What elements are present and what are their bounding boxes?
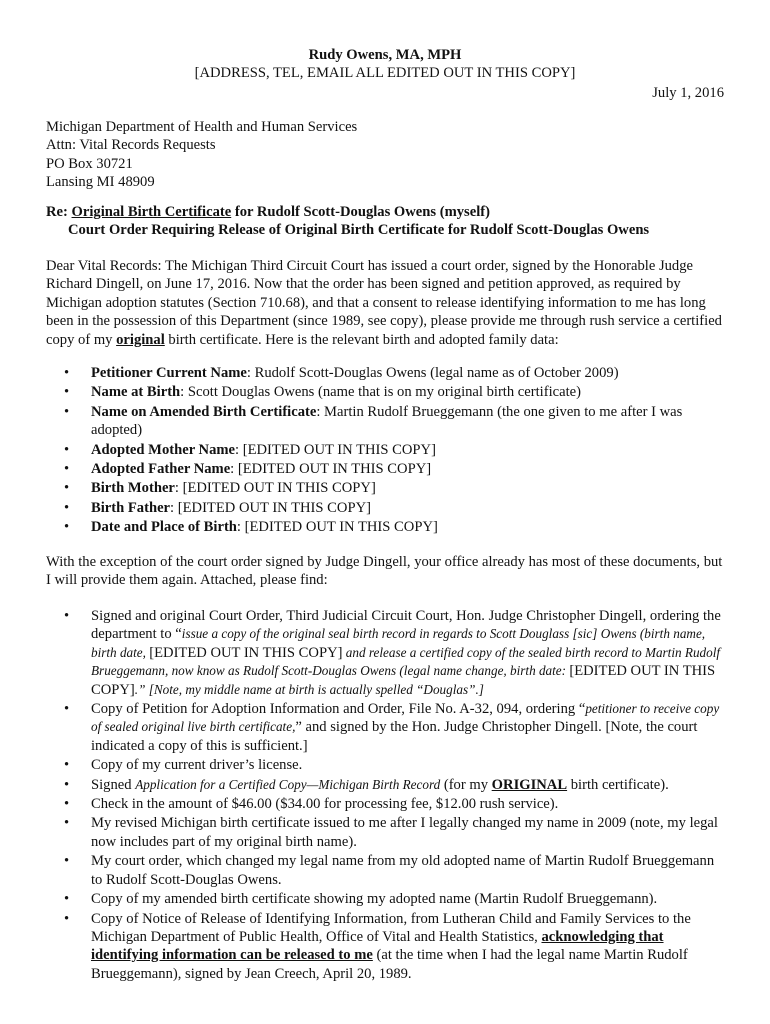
- item-label: Birth Mother: [91, 480, 175, 497]
- subject-prefix: Re:: [46, 204, 72, 220]
- list-item: [46, 460, 728, 478]
- redacted-text: [EDITED OUT IN THIS COPY]: [149, 644, 343, 661]
- item-label: Adopted Father Name: [91, 461, 231, 478]
- sender-name: Rudy Owens, MA, MPH: [308, 47, 462, 63]
- item-value: : [EDITED OUT IN THIS COPY]: [170, 499, 371, 516]
- item-text: Signed and original Court Order, Third Judicial Circuit Court, Hon. Judge Christopher Dingell, ordering the department to “: [91, 608, 721, 643]
- original-emphasis: ORIGINAL: [491, 776, 568, 793]
- item-text: ” and signed by the Hon. Judge Christopher Dingell. [Note, the court indicated a copy of this is sufficient.]: [91, 719, 698, 754]
- list-item: [46, 499, 728, 517]
- recipient-address: [46, 118, 357, 192]
- letterhead: [0, 46, 770, 83]
- subject-line-1: [46, 203, 649, 221]
- subject-underlined: Original Birth Certificate: [71, 204, 232, 220]
- item-value: : [EDITED OUT IN THIS COPY]: [174, 480, 376, 497]
- list-item: [46, 383, 728, 401]
- list-item: • Copy of my amended birth certificate showing my adopted name (Martin Rudolf Brueggemann).: [46, 890, 728, 908]
- recipient-line: PO Box 30721: [46, 155, 133, 172]
- list-item: [46, 479, 728, 497]
- subject-line-2: Court Order Requiring Release of Original Birth Certificate for Rudolf Scott-Douglas Owens: [68, 222, 650, 239]
- item-value: : Martin Rudolf Brueggemann (the one given to me after I was adopted): [91, 403, 683, 439]
- item-label: Petitioner Current Name: [91, 365, 247, 381]
- item-value: : [EDITED OUT IN THIS COPY]: [236, 519, 438, 536]
- recipient-line: Attn: Vital Records Requests: [46, 137, 216, 154]
- quoted-text: petitioner to receive copy of sealed original live birth certificate,: [91, 701, 720, 735]
- list-item: • Copy of my current driver’s license.: [46, 756, 728, 774]
- note-text: .” [Note, my middle name at birth is actually spelled “Douglas”.]: [134, 681, 484, 697]
- list-item: [46, 441, 728, 459]
- intro-text-end: birth certificate. Here is the relevant birth and adopted family data:: [164, 331, 559, 348]
- item-label: Name at Birth: [91, 384, 181, 401]
- recipient-line: Lansing MI 48909: [46, 174, 155, 191]
- item-text: birth certificate).: [567, 776, 669, 793]
- intro-paragraph: [46, 257, 728, 349]
- item-value: : Rudolf Scott-Douglas Owens (legal name as of October 2009): [246, 365, 619, 381]
- item-value: : [EDITED OUT IN THIS COPY]: [230, 461, 432, 478]
- attachments-intro: With the exception of the court order signed by Judge Dingell, your office already has most of these documents, but I will provide them again. Attached, please find:: [46, 554, 723, 589]
- form-title: Application for a Certified Copy—Michigan Birth Record: [135, 776, 441, 792]
- item-text: Copy of Petition for Adoption Information and Order, File No. A-32, 094, ordering “: [91, 701, 586, 718]
- item-label: Adopted Mother Name: [91, 441, 236, 458]
- list-item: [46, 700, 728, 755]
- item-text: Copy of Notice of Release of Identifying Information, from Lutheran Child and Family Services to the Michigan Department of Public Health, Office of Vital and Health Statistics,: [91, 910, 691, 945]
- list-item: • My court order, which changed my legal name from my old adopted name of Martin Rudolf Brueggemann to Rudolf Scott-Douglas Owens.: [46, 852, 728, 889]
- quoted-text: and release a certified copy of the sealed birth record to Martin Rudolf Brueggemann, now know as Rudolf Scott-Douglas Owens (legal name change, birth date:: [91, 644, 721, 679]
- letter-date: July 1, 2016: [652, 85, 724, 101]
- subject-line: [46, 203, 649, 240]
- item-value: : Scott Douglas Owens (name that is on my original birth certificate): [180, 384, 581, 401]
- attachments-list: [46, 607, 728, 984]
- family-data-list: [46, 364, 728, 538]
- list-item: • Check in the amount of $46.00 ($34.00 for processing fee, $12.00 rush service).: [46, 795, 728, 813]
- item-text: Signed: [91, 776, 136, 793]
- list-item: • My revised Michigan birth certificate issued to me after I legally changed my name in 2009 (note, my legal now includes part of my original birth name).: [46, 814, 728, 851]
- item-text: (at the time when I had the legal name Martin Rudolf Brueggemann), signed by Jean Creech, April 20, 1989.: [91, 947, 688, 982]
- list-item: [46, 776, 728, 794]
- subject-rest: for Rudolf Scott-Douglas Owens (myself): [231, 204, 490, 220]
- quoted-text: issue a copy of the original seal birth record in regards to Scott Douglass [sic] Owens (birth name, birth date,: [91, 626, 706, 660]
- list-item: [46, 518, 728, 536]
- list-item: [46, 403, 728, 440]
- item-label: Name on Amended Birth Certificate: [91, 403, 317, 420]
- redacted-text: [EDITED OUT IN THIS COPY]: [91, 663, 716, 698]
- recipient-line: Michigan Department of Health and Human Services: [46, 119, 358, 135]
- list-item: [46, 607, 728, 699]
- sender-address: [ADDRESS, TEL, EMAIL ALL EDITED OUT IN THIS COPY]: [194, 65, 576, 82]
- list-item: [46, 364, 728, 382]
- intro-text: Dear Vital Records: The Michigan Third Circuit Court has issued a court order, signed by the Honorable Judge Richard Dingell, on June 17, 2016. Now that the order has been signed and petition approved, as required by Michigan adoption statutes (Section 710.68), and that a consent to release identifying information to me has long been in the possession of this Department (since 1989, see copy), please provide me through rush service a certified copy of my: [46, 258, 722, 348]
- original-emphasis: original: [116, 331, 165, 348]
- item-label: Date and Place of Birth: [91, 519, 237, 536]
- list-item: [46, 910, 728, 984]
- item-label: Birth Father: [91, 499, 171, 516]
- item-value: : [EDITED OUT IN THIS COPY]: [235, 441, 436, 458]
- acknowledgement-emphasis: acknowledging that identifying information can be released to me: [91, 928, 664, 964]
- item-text: (for my: [440, 776, 492, 793]
